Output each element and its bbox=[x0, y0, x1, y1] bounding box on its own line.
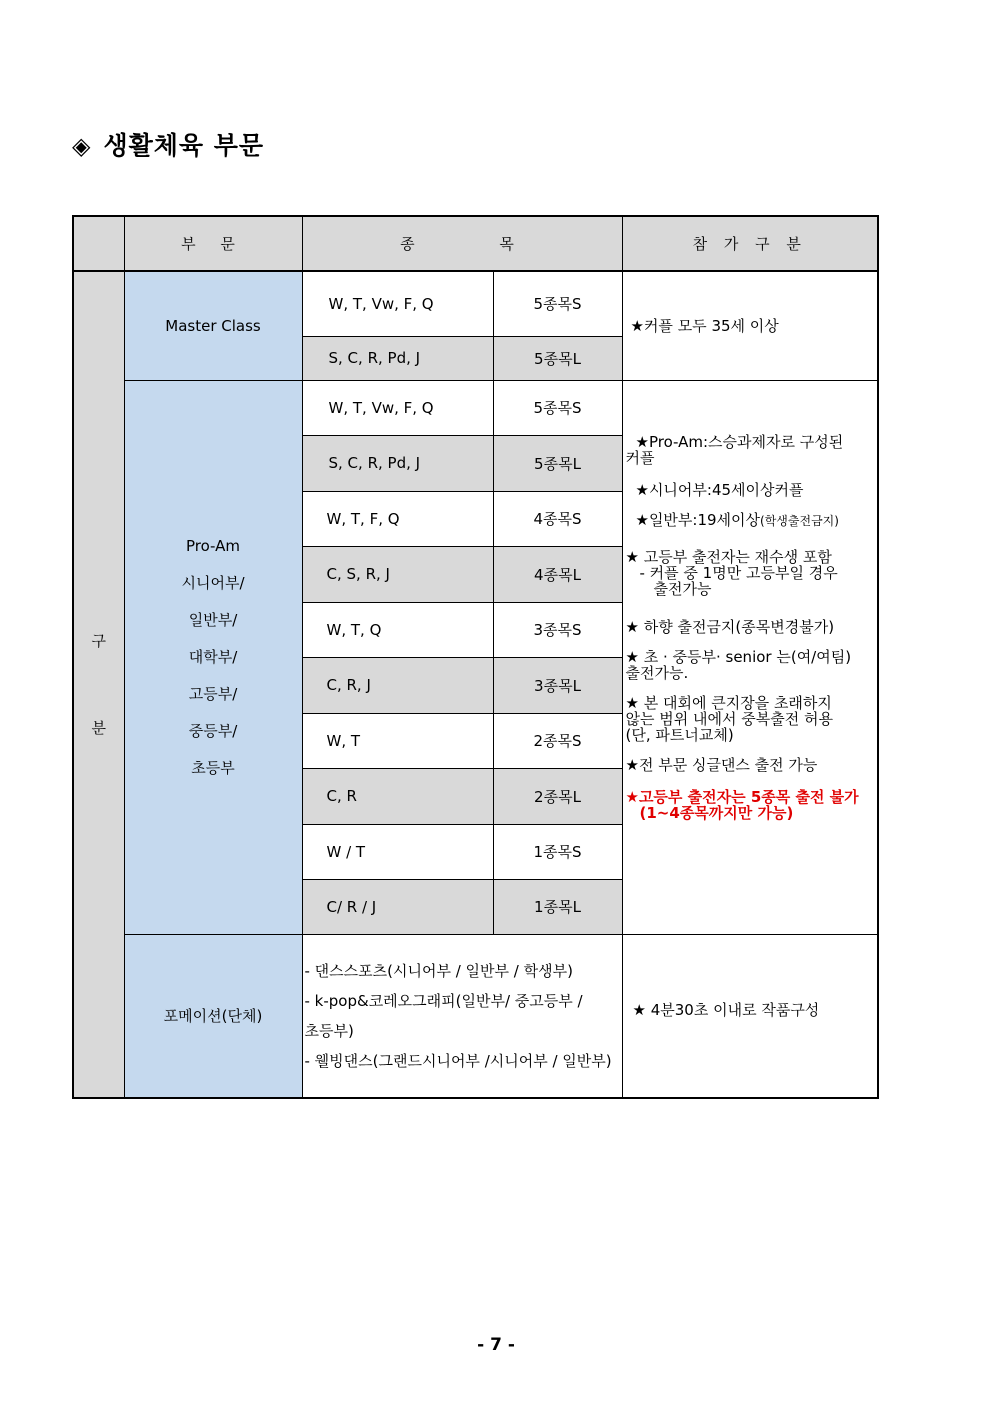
note-text: ★일반부:19세이상 bbox=[635, 510, 761, 529]
note-line: - 커플 중 1명만 고등부일 경우 bbox=[639, 563, 838, 582]
note-line: 출전가능. bbox=[625, 663, 689, 682]
note-line: ★ 하향 출전금지(종목변경불가) bbox=[625, 617, 835, 636]
dance-list: W, T, F, Q bbox=[302, 491, 493, 546]
note-line: 출전가능 bbox=[653, 579, 712, 598]
event-count: 4종목L bbox=[493, 546, 622, 602]
proam-label: 대학부/ bbox=[188, 647, 238, 666]
formation-item: - k-pop&코레오그래피(일반부/ 중고등부 / bbox=[304, 991, 583, 1010]
dance-list: W, T, Q bbox=[302, 602, 493, 657]
table-row bbox=[73, 934, 878, 1098]
formation-label: 포메이션(단체) bbox=[124, 934, 302, 1098]
note-line: 커플 bbox=[625, 448, 655, 467]
note-line-highlight: ★고등부 출전자는 5종목 출전 불가 bbox=[625, 787, 859, 806]
side-label-char: 구 bbox=[91, 632, 106, 650]
event-count: 5종목S bbox=[493, 380, 622, 435]
note-line: ★Pro-Am:스승과제자로 구성된 bbox=[635, 432, 844, 451]
event-count: 5종목L bbox=[493, 435, 622, 491]
dance-list: W / T bbox=[302, 824, 493, 879]
proam-label: 일반부/ bbox=[188, 610, 238, 629]
header-blank-cell bbox=[73, 216, 124, 271]
note-line: (단, 파트너교체) bbox=[625, 725, 734, 744]
dance-list: C, R bbox=[302, 768, 493, 824]
proam-label: 시니어부/ bbox=[181, 573, 245, 592]
dance-list: W, T, Vw, F, Q bbox=[302, 380, 493, 435]
event-count: 3종목L bbox=[493, 657, 622, 713]
event-count: 2종목L bbox=[493, 768, 622, 824]
note-line: ★ 본 대회에 큰지장을 초래하지 bbox=[625, 693, 832, 712]
formation-note: ★ 4분30초 이내로 작품구성 bbox=[622, 934, 878, 1098]
event-count: 2종목S bbox=[493, 713, 622, 768]
dance-list: C, S, R, J bbox=[302, 546, 493, 602]
note-line bbox=[626, 512, 875, 529]
dance-list: S, C, R, Pd, J bbox=[302, 435, 493, 491]
event-count: 5종목L bbox=[493, 336, 622, 380]
table-row bbox=[73, 271, 878, 336]
proam-label: 중등부/ bbox=[188, 721, 238, 740]
master-class-label: Master Class bbox=[124, 271, 302, 380]
header-row bbox=[73, 216, 878, 271]
dance-list: S, C, R, Pd, J bbox=[302, 336, 493, 380]
note-line: ★ 초 · 중등부· senior 는(여/여팀) bbox=[625, 647, 852, 666]
event-count: 4종목S bbox=[493, 491, 622, 546]
formation-item: - 웰빙댄스(그랜드시니어부 /시니어부 / 일반부) bbox=[304, 1051, 612, 1070]
proam-label: 고등부/ bbox=[188, 684, 238, 703]
table-row bbox=[73, 380, 878, 435]
note-text: (학생출전금지) bbox=[760, 513, 839, 528]
side-label-cell bbox=[73, 271, 124, 1098]
section-heading bbox=[72, 126, 264, 162]
page-number: - 7 - bbox=[477, 1335, 515, 1355]
master-note: ★커플 모두 35세 이상 bbox=[622, 271, 878, 380]
event-count: 1종목S bbox=[493, 824, 622, 879]
dance-list: W, T bbox=[302, 713, 493, 768]
proam-label: 초등부 bbox=[191, 758, 235, 777]
header-participation: 참 가 구 분 bbox=[622, 216, 878, 271]
diamond-bullet-icon: ◈ bbox=[72, 132, 92, 160]
header-division: 부 문 bbox=[124, 216, 302, 271]
formation-list bbox=[302, 934, 622, 1098]
event-count: 3종목S bbox=[493, 602, 622, 657]
formation-item: - 댄스스포츠(시니어부 / 일반부 / 학생부) bbox=[304, 961, 573, 980]
formation-item: 초등부) bbox=[304, 1021, 354, 1040]
event-count: 5종목S bbox=[493, 271, 622, 336]
note-line: ★ 고등부 출전자는 재수생 포함 bbox=[625, 547, 832, 566]
note-line: ★시니어부:45세이상커플 bbox=[635, 480, 804, 499]
dance-list: C, R, J bbox=[302, 657, 493, 713]
header-events: 종 목 bbox=[302, 216, 622, 271]
proam-notes bbox=[622, 380, 878, 934]
side-label-char: 분 bbox=[91, 718, 106, 737]
note-line-highlight: (1~4종목까지만 가능) bbox=[639, 803, 794, 822]
dance-list: W, T, Vw, F, Q bbox=[302, 271, 493, 336]
note-line: ★전 부문 싱글댄스 출전 가능 bbox=[625, 755, 818, 774]
proam-label: Pro-Am bbox=[185, 536, 241, 555]
section-title: 생활체육 부문 bbox=[103, 131, 265, 160]
competition-table bbox=[72, 215, 879, 1099]
proam-label-cell bbox=[124, 380, 302, 934]
note-line: 않는 범위 내에서 중복출전 허용 bbox=[625, 709, 833, 728]
dance-list: C/ R / J bbox=[302, 879, 493, 934]
event-count: 1종목L bbox=[493, 879, 622, 934]
